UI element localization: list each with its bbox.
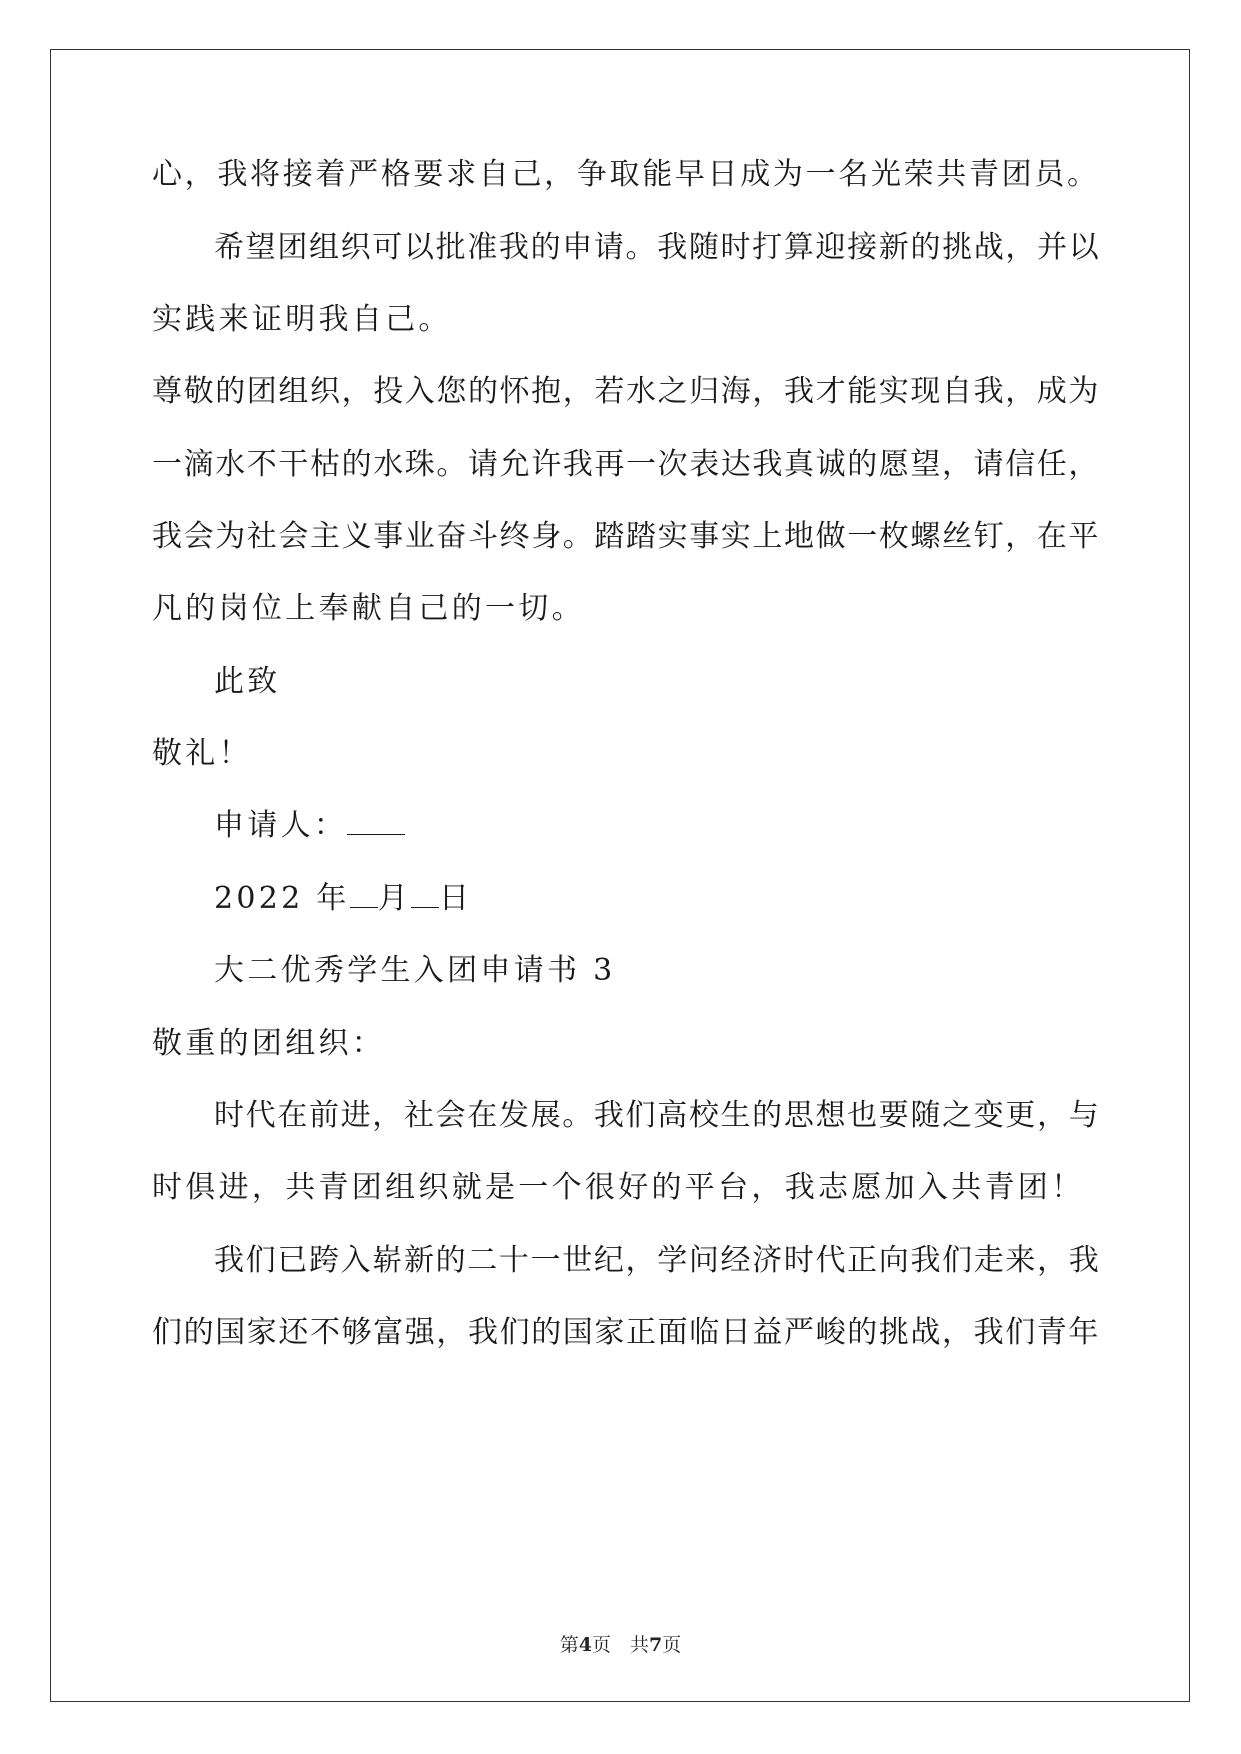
- paragraph-line: 心，我将接着严格要求自己，争取能早日成为一名光荣共青团员。: [152, 157, 1100, 192]
- paragraph-line: 一滴水不干枯的水珠。请允许我再一次表达我真诚的愿望，请信任，: [152, 447, 1100, 482]
- paragraph-line: 时代在前进，社会在发展。我们高校生的思想也要随之变更，与: [214, 1098, 1101, 1133]
- page-footer: [0, 1633, 1241, 1657]
- paragraph-line: 们的国家还不够富强，我们的国家正面临日益严峻的挑战，我们青年: [152, 1315, 1100, 1350]
- paragraph-line: 时俱进，共青团组织就是一个很好的平台，我志愿加入共青团！: [152, 1170, 1085, 1205]
- applicant-line: [214, 806, 405, 846]
- paragraph-line: 我会为社会主义事业奋斗终身。踏踏实事实上地做一枚螺丝钉，在平: [152, 519, 1100, 554]
- footer-mid: 页 共: [591, 1634, 649, 1656]
- closing-regards: 敬礼！: [152, 736, 252, 771]
- footer-suffix: 页: [662, 1634, 682, 1656]
- date-year: 2022 年: [214, 881, 350, 916]
- paragraph-line: 希望团组织可以批准我的申请。我随时打算迎接新的挑战，并以: [214, 230, 1101, 265]
- section-title: 大二优秀学生入团申请书 3: [214, 953, 616, 988]
- date-day: 日: [439, 881, 473, 916]
- paragraph-line: 尊敬的团组织，投入您的怀抱，若水之归海，我才能实现自我，成为: [152, 374, 1100, 409]
- letter-greeting: 敬重的团组织：: [152, 1026, 386, 1061]
- total-page-number: 7: [649, 1634, 663, 1656]
- date-line: [214, 879, 472, 919]
- footer-prefix: 第: [559, 1634, 579, 1656]
- paragraph-line: 我们已跨入崭新的二十一世纪，学问经济时代正向我们走来，我: [214, 1243, 1101, 1278]
- page-border: [50, 49, 1190, 1702]
- applicant-label: 申请人：: [214, 808, 348, 843]
- current-page-number: 4: [578, 1634, 592, 1656]
- paragraph-line: 实践来证明我自己。: [152, 302, 452, 337]
- month-blank: [350, 881, 378, 908]
- applicant-blank: [347, 808, 405, 835]
- closing-salutation: 此致: [214, 664, 281, 699]
- day-blank: [411, 881, 439, 908]
- paragraph-line: 凡的岗位上奉献自己的一切。: [152, 591, 585, 626]
- date-month: 月: [377, 881, 411, 916]
